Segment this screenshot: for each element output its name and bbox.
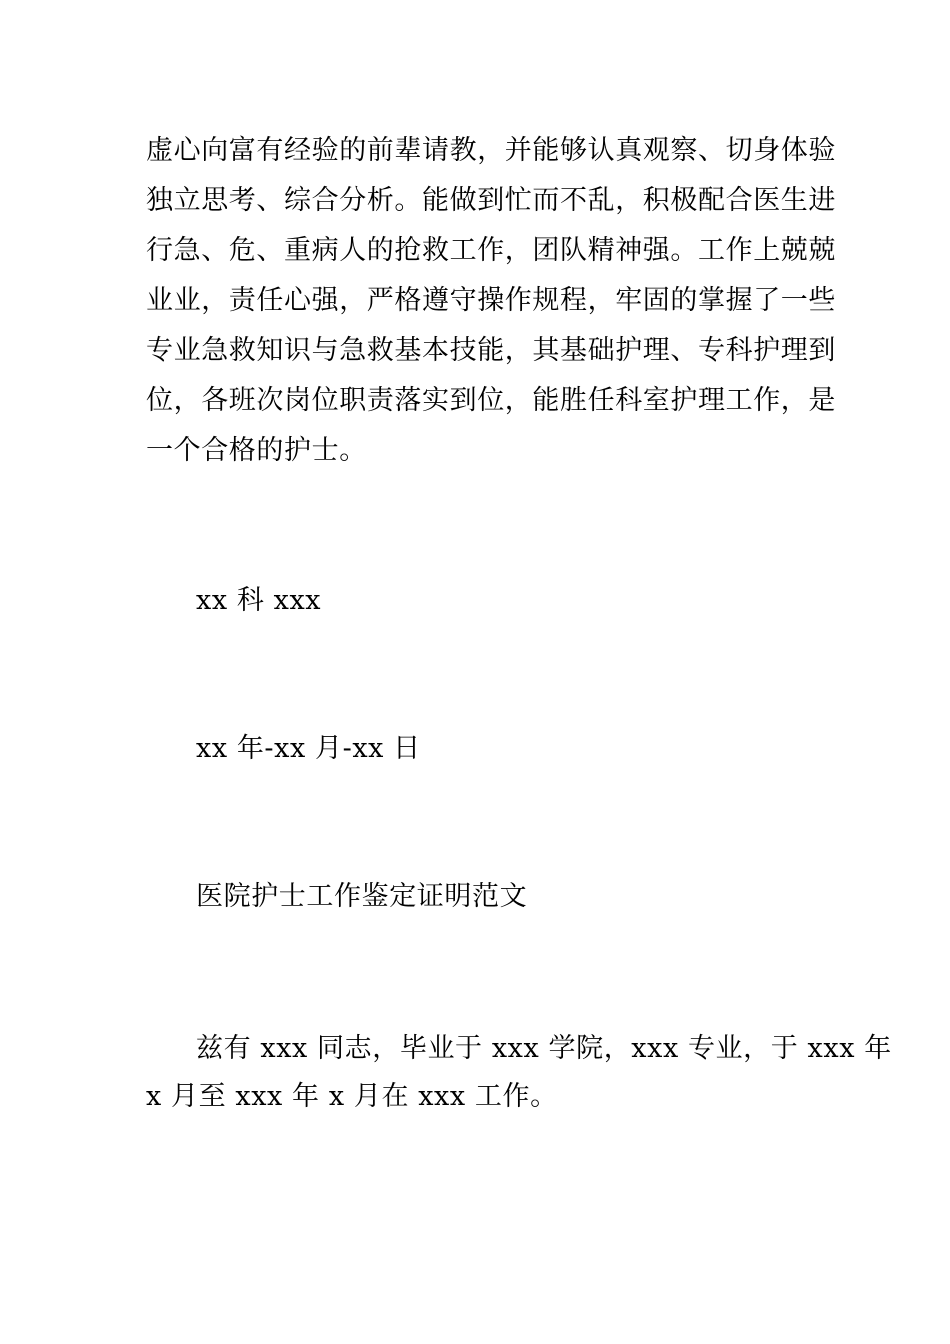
document-heading: 医院护士工作鉴定证明范文 (196, 881, 528, 912)
signature-line: xx 科 xxx (196, 585, 322, 616)
paragraph-line: x 月至 xxx 年 x 月在 xxx 工作。 (146, 1081, 558, 1112)
paragraph-line: 业业，责任心强，严格遵守操作规程，牢固的掌握了一些 (146, 285, 836, 316)
paragraph-line: 兹有 xxx 同志，毕业于 xxx 学院，xxx 专业，于 xxx 年 (196, 1033, 892, 1064)
date-line: xx 年-xx 月-xx 日 (196, 733, 421, 764)
paragraph-line: 一个合格的护士。 (146, 435, 367, 466)
paragraph-line: 独立思考、综合分析。能做到忙而不乱，积极配合医生进 (146, 185, 836, 216)
paragraph-line: 行急、危、重病人的抢救工作，团队精神强。工作上兢兢 (146, 235, 836, 266)
paragraph-line: 虚心向富有经验的前辈请教，并能够认真观察、切身体验 (146, 135, 836, 166)
paragraph-line: 专业急救知识与急救基本技能，其基础护理、专科护理到 (146, 335, 836, 366)
paragraph-line: 位，各班次岗位职责落实到位，能胜任科室护理工作，是 (146, 385, 836, 416)
